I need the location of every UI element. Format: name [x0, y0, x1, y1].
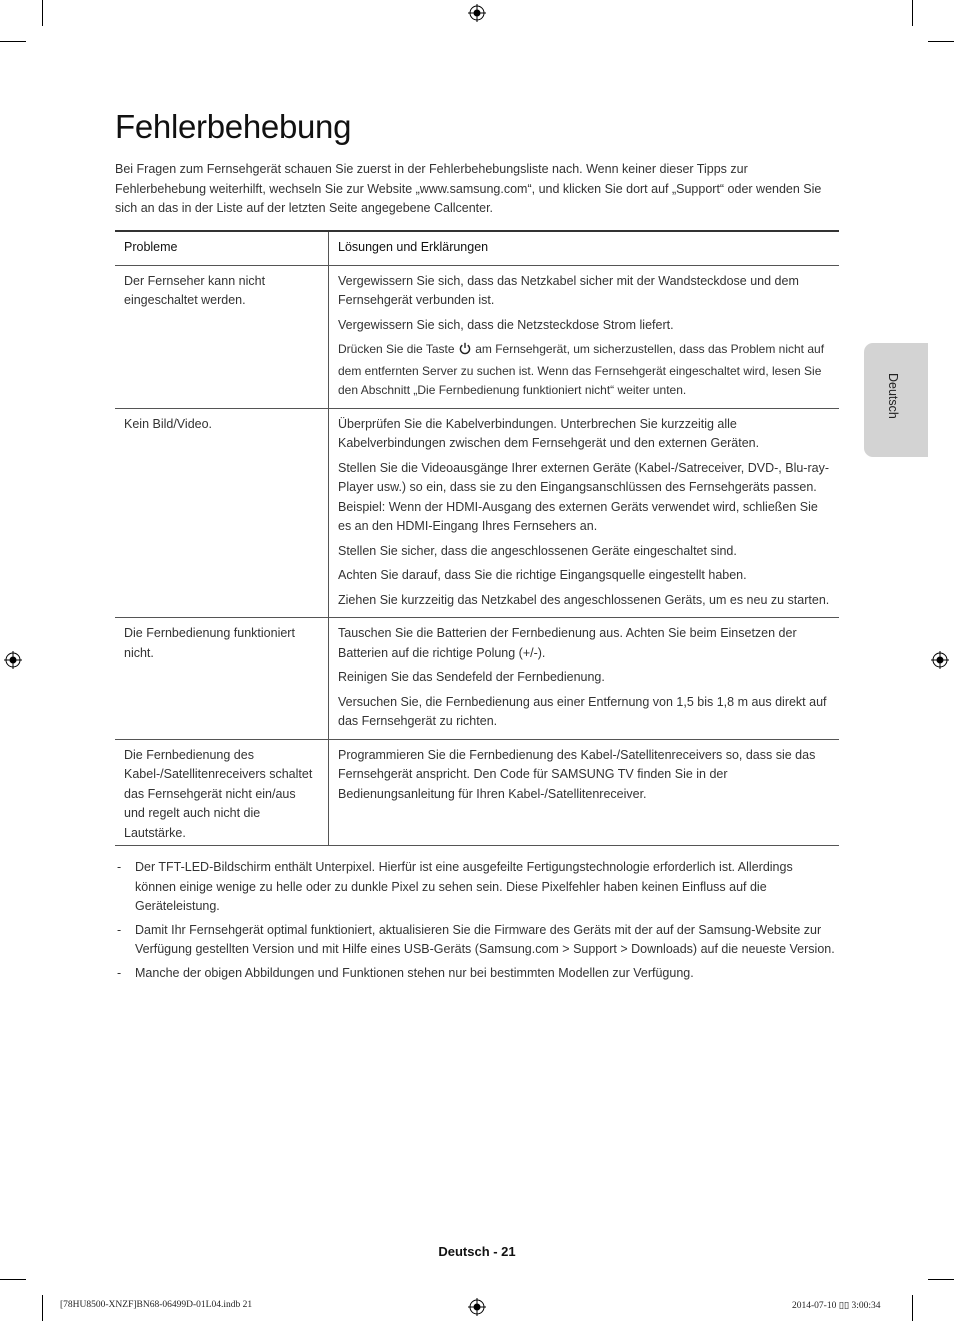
power-icon [459, 342, 471, 362]
solution-text: Reinigen Sie das Sendefeld der Fernbedienung. [338, 670, 605, 684]
page-number [0, 1244, 954, 1259]
table-row [115, 408, 839, 618]
solution-text: Ziehen Sie kurzzeitig das Netzkabel des angeschlossenen Geräts, um es neu zu starten. [338, 592, 830, 607]
language-side-tab [864, 343, 928, 457]
page-number-label: Deutsch - 21 [438, 1244, 516, 1259]
solution-text: Stellen Sie die Videoausgänge Ihrer externen Geräte (Kabel-/Satreceiver, DVD-, Blu-ray-Player usw.) so ein, dass sie zu den Eingangsanschlüssen des Fernsehgeräts passen. Beispiel: Wenn der HDMI-Ausgang des externen Geräts verwendet wird, schließen Sie es an den HDMI-Eingang Ihres Fernsehers an. [338, 460, 829, 533]
crop-mark [42, 0, 43, 26]
solution-text: Tauschen Sie die Batterien der Fernbedienung aus. Achten Sie beim Einsetzen der Batterien auf die richtige Polung (+/-). [338, 626, 797, 660]
solution-text [338, 340, 830, 401]
registration-mark-icon [468, 1298, 486, 1316]
problem-cell: Der Fernseher kann nicht eingeschaltet werden. [115, 265, 329, 408]
solution-text: Achten Sie darauf, dass Sie die richtige Eingangsquelle eingestellt haben. [338, 568, 747, 582]
solution-text: Programmieren Sie die Fernbedienung des Kabel-/Satellitenreceivers so, dass sie das Fernsehgerät anspricht. Den Code für SAMSUNG TV finden Sie in der Bedienungsanleitung für Ihren Kabel-/Satellitenreceiver. [338, 747, 816, 801]
problem-cell: Die Fernbedienung funktioniert nicht. [115, 618, 329, 740]
registration-mark-icon [931, 651, 949, 669]
column-header-problems: Probleme [115, 231, 329, 265]
dash-bullet: - [117, 965, 122, 980]
problem-cell: Kein Bild/Video. [115, 408, 329, 618]
solution-text: Überprüfen Sie die Kabelverbindungen. Unterbrechen Sie kurzzeitig alle Kabelverbindungen zwischen dem Fernsehgerät und den externen Geräten. [338, 416, 760, 450]
solution-text-before: Drücken Sie die Taste [338, 342, 455, 356]
note-text: Damit Ihr Fernsehgerät optimal funktioniert, aktualisieren Sie die Firmware des Geräts mit der auf der Samsung-Website zur Verfügung gestellten Version und mit Hilfe eines USB-Geräts (Samsung.com > Support > Downloads) auf die neueste Version. [135, 922, 835, 956]
list-item [115, 921, 837, 960]
registration-mark-icon [468, 4, 486, 22]
table-header-row [115, 231, 839, 265]
crop-mark [928, 41, 954, 42]
print-imprint-file: [78HU8500-XNZF]BN68-06499D-01L04.indb 21 [60, 1300, 253, 1310]
list-item [115, 858, 837, 917]
dash-bullet: - [117, 922, 122, 937]
solution-text: Vergewissern Sie sich, dass das Netzkabel sicher mit der Wandsteckdose und dem Fernsehgerät verbunden ist. [338, 273, 799, 307]
solution-text-after: am Fernsehgerät, um sicherzustellen, dass das Problem nicht auf dem entfernten Server zu suchen ist. Wenn das Fernsehgerät eingeschaltet wird, lesen Sie den Abschnitt „Die Fernbedienung funktioniert nicht“ weiter unten. [338, 342, 825, 397]
crop-mark [42, 1295, 43, 1321]
note-text: Manche der obigen Abbildungen und Funktionen stehen nur bei bestimmten Modellen zur Verfügung. [135, 965, 694, 980]
list-item [115, 964, 837, 984]
column-header-solutions: Lösungen und Erklärungen [329, 231, 840, 265]
note-text: Der TFT-LED-Bildschirm enthält Unterpixel. Hierfür ist eine ausgefeilte Fertigungstechnologie erforderlich ist. Allerdings können einige wenige zu helle oder zu dunkle Pixel zu sehen sein. Diese Pixelfehler haben keinen Einfluss auf die Geräteleistung. [135, 860, 793, 913]
crop-mark [0, 1279, 26, 1280]
page-title: Fehlerbehebung [115, 108, 352, 145]
table-row [115, 265, 839, 408]
problem-cell: Die Fernbedienung des Kabel-/Satellitenreceivers schaltet das Fernsehgerät nicht ein/aus und regelt auch nicht die Lautstärke. [115, 739, 329, 846]
table-row [115, 739, 839, 846]
troubleshooting-table [115, 230, 839, 846]
crop-mark [912, 0, 913, 26]
crop-mark [0, 41, 26, 42]
solutions-cell [329, 265, 840, 408]
solution-text: Versuchen Sie, die Fernbedienung aus einer Entfernung von 1,5 bis 1,8 m aus direkt auf das Fernsehgerät zu richten. [338, 694, 827, 728]
solutions-cell [329, 739, 840, 846]
language-tab-label: Deutsch [886, 373, 900, 419]
solution-text: Vergewissern Sie sich, dass die Netzsteckdose Strom liefert. [338, 317, 674, 332]
table-row [115, 618, 839, 740]
crop-mark [928, 1279, 954, 1280]
solutions-cell [329, 618, 840, 740]
solution-text: Stellen Sie sicher, dass die angeschlossenen Geräte eingeschaltet sind. [338, 543, 737, 558]
print-imprint-date: 2014-07-10 ▯▯ 3:00:34 [792, 1301, 881, 1311]
solutions-cell [329, 408, 840, 618]
crop-mark [912, 1295, 913, 1321]
notes-list [115, 858, 837, 987]
dash-bullet: - [117, 860, 122, 874]
registration-mark-icon [4, 651, 22, 669]
intro-paragraph: Bei Fragen zum Fernsehgerät schauen Sie zuerst in der Fehlerbehebungsliste nach. Wenn keiner dieser Tipps zur Fehlerbehebung weiterhilft, wechseln Sie zur Website „www.samsung.com“, und klicken Sie dort auf „Support“ oder wenden Sie sich an das in der Liste auf der letzten Seite angegebene Callcenter. [115, 162, 822, 215]
